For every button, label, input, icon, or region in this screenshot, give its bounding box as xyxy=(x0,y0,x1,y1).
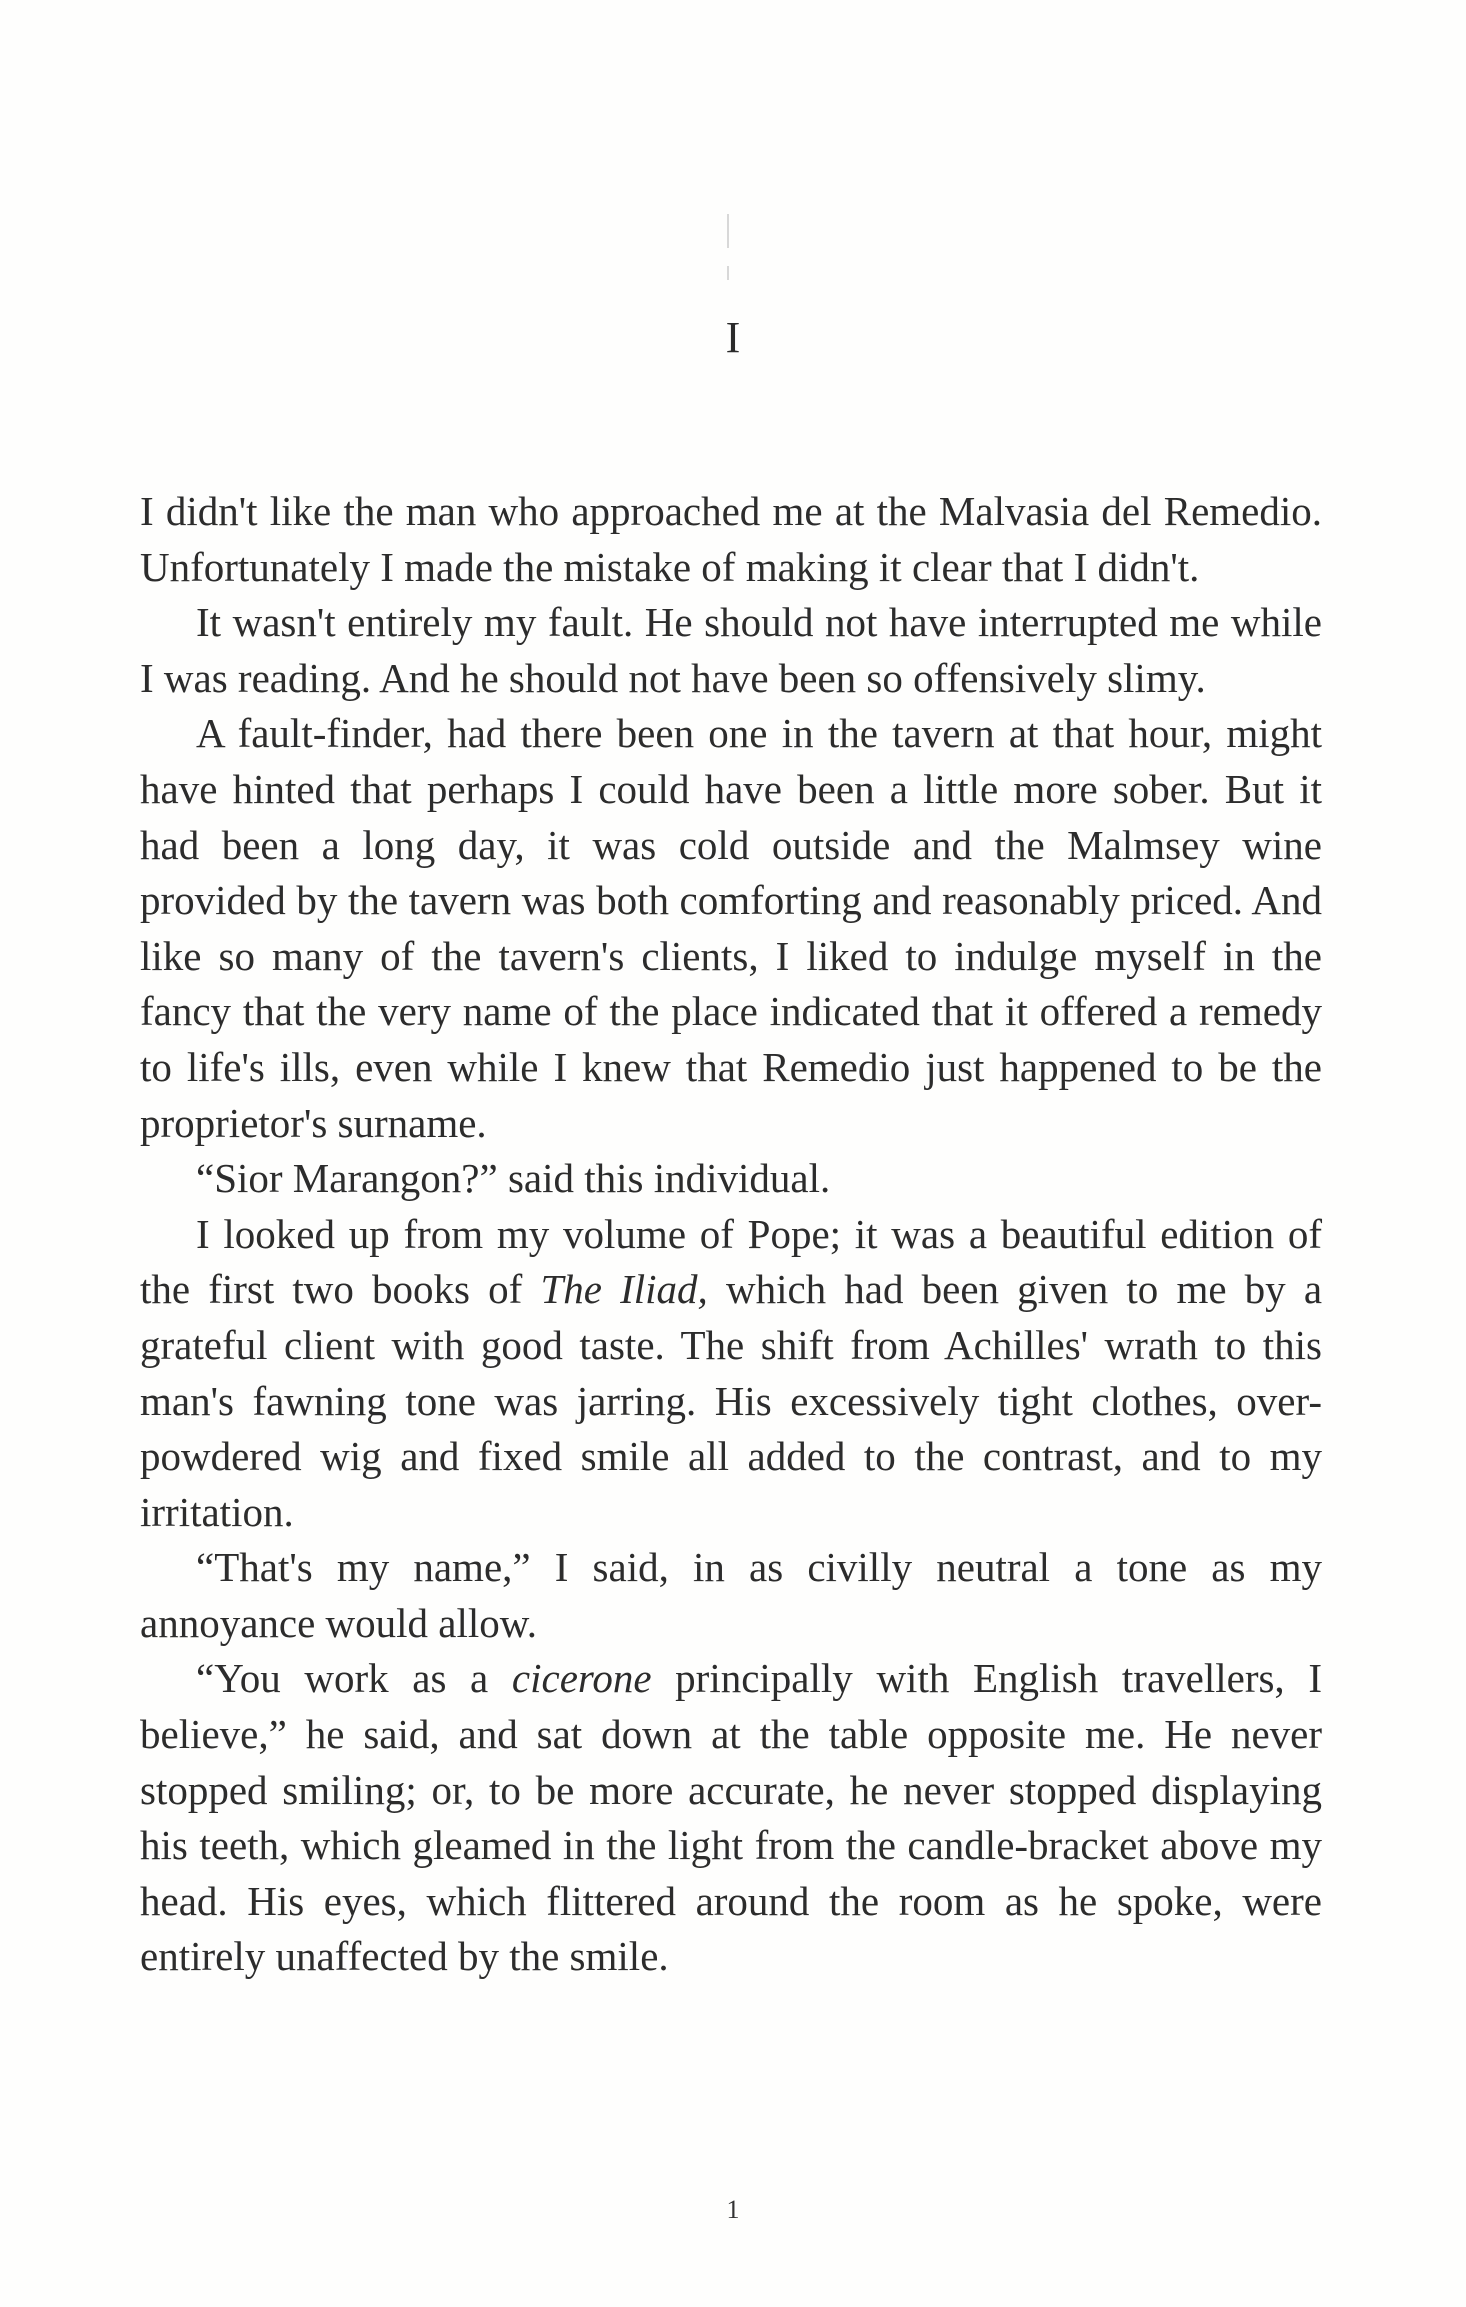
book-title-iliad: The Iliad, xyxy=(540,1266,708,1313)
paragraph-5 xyxy=(140,1207,1322,1541)
page-number: 1 xyxy=(726,2195,740,2224)
chapter-heading: I xyxy=(725,313,741,362)
paragraph-5-text-end: which had been given to me by a grateful client with good taste. The shift from Achilles' wrath to this man's fawning tone was jarring. His excessively tight clothes, over-powdered wig and fixed smile all added to the contrast, and to my irritation. xyxy=(140,1266,1323,1535)
paragraph-5-text-start: I looked up from my volume of Pope; it was a beautiful edition of the first two books of xyxy=(140,1210,1322,1313)
chapter-body xyxy=(140,484,1322,1985)
paragraph-4: “Sior Marangon?” said this individual. xyxy=(196,1155,831,1202)
italic-word-cicerone: cicerone xyxy=(511,1655,652,1702)
paragraph-6: “That's my name,” I said, in as civilly neutral a tone as my annoyance would allow. xyxy=(140,1544,1322,1646)
scan-artifact-line xyxy=(727,214,729,248)
paragraph-7-text-end: principally with English travellers, I believe,” he said, and sat down at the table opposite me. He never stopped smiling; or, to be more accurate, he never stopped displaying his teeth, which gleamed in the light from the candle-bracket above my head. His eyes, which flittered around the room as he spoke, were entirely unaffected by the smile. xyxy=(140,1655,1322,1980)
paragraph-1: I didn't like the man who approached me at the Malvasia del Remedio. Unfortunately I made the mistake of making it clear that I didn't. xyxy=(140,488,1322,590)
paragraph-7-text-start: “You work as a xyxy=(196,1655,512,1702)
paragraph-2: It wasn't entirely my fault. He should not have interrupted me while I was reading. And he should not have been so offensively slimy. xyxy=(140,599,1322,701)
paragraph-7 xyxy=(140,1651,1322,1985)
paragraph-3: A fault-finder, had there been one in the tavern at that hour, might have hinted that perhaps I could have been a little more sober. But it had been a long day, it was cold outside and the Malmsey wine provided by the tavern was both comforting and reasonably priced. And like so many of the tavern's clients, I liked to indulge myself in the fancy that the very name of the place indicated that it offered a remedy to life's ills, even while I knew that Remedio just happened to be the proprietor's surname. xyxy=(140,710,1322,1146)
scan-artifact-line xyxy=(727,266,729,280)
